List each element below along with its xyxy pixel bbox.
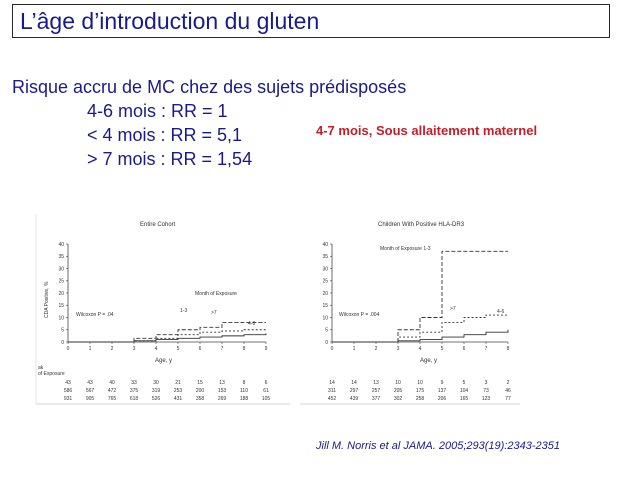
left-table-cell: 43	[87, 380, 93, 386]
right-x-tick-label: 8	[506, 346, 510, 352]
right-table-cell: 2	[506, 380, 510, 386]
left-panel-title: Entire Cohort	[140, 222, 176, 228]
right-series-line	[332, 251, 508, 342]
left-series-label: 1-3	[180, 308, 188, 314]
left-x-label: Age, y	[155, 358, 173, 364]
left-table-cell: 188	[239, 396, 249, 402]
left-x-tick-label: 4	[154, 346, 158, 352]
right-y-tick-label: 20	[322, 290, 328, 297]
right-stat: Wilcoxon P = .004	[339, 312, 380, 318]
left-x-tick-label: 8	[242, 346, 246, 352]
right-series-label: >7	[450, 306, 456, 312]
right-table-cell: 10	[417, 380, 423, 386]
right-table-cell: 14	[329, 380, 335, 386]
table-label: ak	[38, 365, 44, 371]
rr-line-1: 4-6 mois : RR = 1	[87, 101, 228, 121]
right-table-cell: 104	[459, 388, 469, 394]
left-table-cell: 319	[151, 388, 161, 394]
left-x-tick-label: 9	[264, 346, 268, 352]
y-axis-label: CDA Positive, %	[44, 281, 50, 318]
right-x-tick-label: 1	[352, 346, 356, 352]
right-x-tick-label: 0	[330, 346, 334, 352]
right-table-cell: 46	[505, 388, 511, 394]
right-table-cell: 5	[462, 380, 466, 386]
left-series-label: 4-6	[248, 321, 256, 327]
left-table-cell: 21	[175, 380, 181, 386]
right-y-tick-label: 30	[322, 266, 328, 273]
right-x-tick-label: 2	[374, 346, 378, 352]
right-y-tick-label: 25	[322, 278, 328, 285]
right-table-cell: 175	[415, 388, 425, 394]
right-table-cell: 77	[505, 396, 511, 402]
left-table-cell: 40	[109, 380, 115, 386]
right-table-cell: 73	[483, 388, 489, 394]
right-table-cell: 258	[415, 396, 425, 402]
highlight-note: 4-7 mois, Sous allaitement maternel	[316, 123, 538, 138]
right-table-cell: 123	[481, 396, 491, 402]
table-label-2: of Exposure	[38, 371, 65, 377]
left-x-tick-label: 0	[66, 346, 70, 352]
left-table-cell: 8	[242, 380, 246, 386]
right-x-label: Age, y	[420, 358, 438, 364]
left-x-tick-label: 2	[110, 346, 114, 352]
left-y-tick-label: 25	[58, 278, 64, 285]
left-stat: Wilcoxon P = .04	[76, 312, 114, 318]
right-table-cell: 14	[351, 380, 357, 386]
left-table-cell: 61	[263, 388, 269, 394]
right-table-cell: 311	[328, 388, 336, 394]
right-table-cell: 377	[371, 396, 381, 402]
slide-heading: Risque accru de MC chez des sujets prédisposés	[12, 77, 407, 97]
left-y-tick-label: 30	[58, 266, 64, 273]
left-table-cell: 905	[85, 396, 95, 402]
right-table-cell: 257	[371, 388, 381, 394]
right-y-tick-label: 40	[322, 241, 328, 248]
left-table-cell: 472	[107, 388, 117, 394]
left-x-tick-label: 3	[132, 346, 136, 352]
right-panel-title: Children With Positive HLA-DR3	[378, 222, 465, 228]
left-y-tick-label: 35	[58, 254, 64, 261]
left-table-cell: 375	[129, 388, 139, 394]
slide-title: L’âge d’introduction du gluten	[20, 8, 320, 34]
left-y-tick-label: 40	[58, 241, 64, 248]
right-table-cell: 137	[437, 388, 447, 394]
right-series-label: 4-6	[497, 309, 505, 315]
left-y-tick-label: 20	[58, 290, 64, 297]
left-legend: Month of Exposure	[195, 291, 237, 297]
right-table-cell: 205	[393, 388, 403, 394]
left-table-cell: 253	[173, 388, 183, 394]
left-series-label: >7	[211, 310, 217, 316]
left-y-tick-label: 0	[61, 339, 64, 346]
right-table-cell: 13	[373, 380, 379, 386]
left-table-cell: 33	[131, 380, 137, 386]
left-table-cell: 30	[153, 380, 159, 386]
left-series-line	[68, 333, 266, 342]
left-table-cell: 765	[107, 396, 117, 402]
rr-line-3: > 7 mois : RR = 1,54	[87, 149, 253, 169]
right-x-tick-label: 6	[462, 346, 466, 352]
right-table-cell: 3	[484, 380, 488, 386]
citation: Jill M. Norris et al JAMA. 2005;293(19):2343-2351	[316, 440, 560, 452]
right-table-cell: 297	[349, 388, 359, 394]
left-table-cell: 526	[151, 396, 161, 402]
left-table-cell: 358	[195, 396, 205, 402]
right-series-line	[332, 330, 508, 342]
left-table-cell: 105	[261, 396, 271, 402]
right-y-tick-label: 10	[322, 315, 328, 322]
left-x-tick-label: 1	[88, 346, 92, 352]
left-x-tick-label: 7	[220, 346, 224, 352]
left-x-tick-label: 6	[198, 346, 202, 352]
right-legend: Month of Exposure 1-3	[380, 246, 431, 252]
right-y-tick-label: 35	[322, 254, 328, 261]
right-y-tick-label: 0	[325, 339, 328, 346]
right-y-tick-label: 15	[322, 303, 328, 310]
left-table-cell: 110	[240, 388, 248, 394]
left-table-cell: 200	[195, 388, 205, 394]
left-table-cell: 567	[85, 388, 95, 394]
left-table-cell: 15	[197, 380, 203, 386]
right-table-cell: 206	[437, 396, 447, 402]
left-table-cell: 931	[63, 396, 73, 402]
left-table-cell: 586	[63, 388, 73, 394]
right-table-cell: 10	[395, 380, 401, 386]
left-y-tick-label: 15	[58, 303, 64, 310]
left-series-line	[68, 322, 266, 342]
right-table-cell: 302	[393, 396, 403, 402]
right-table-cell: 439	[349, 396, 359, 402]
right-table-cell: 165	[459, 396, 469, 402]
left-table-cell: 43	[65, 380, 71, 386]
right-x-tick-label: 4	[418, 346, 422, 352]
left-table-cell: 269	[217, 396, 227, 402]
left-y-tick-label: 10	[58, 315, 64, 322]
right-table-cell: 9	[440, 380, 444, 386]
left-x-tick-label: 5	[176, 346, 180, 352]
left-table-cell: 618	[129, 396, 139, 402]
left-table-cell: 6	[264, 380, 268, 386]
left-table-cell: 153	[217, 388, 227, 394]
rr-line-2: < 4 mois : RR = 5,1	[87, 125, 243, 145]
right-x-tick-label: 7	[484, 346, 488, 352]
right-x-tick-label: 3	[396, 346, 400, 352]
left-table-cell: 13	[219, 380, 225, 386]
right-x-tick-label: 5	[440, 346, 444, 352]
left-table-cell: 431	[173, 396, 183, 402]
right-table-cell: 452	[327, 396, 337, 402]
right-y-tick-label: 5	[325, 327, 328, 334]
left-y-tick-label: 5	[61, 327, 64, 334]
